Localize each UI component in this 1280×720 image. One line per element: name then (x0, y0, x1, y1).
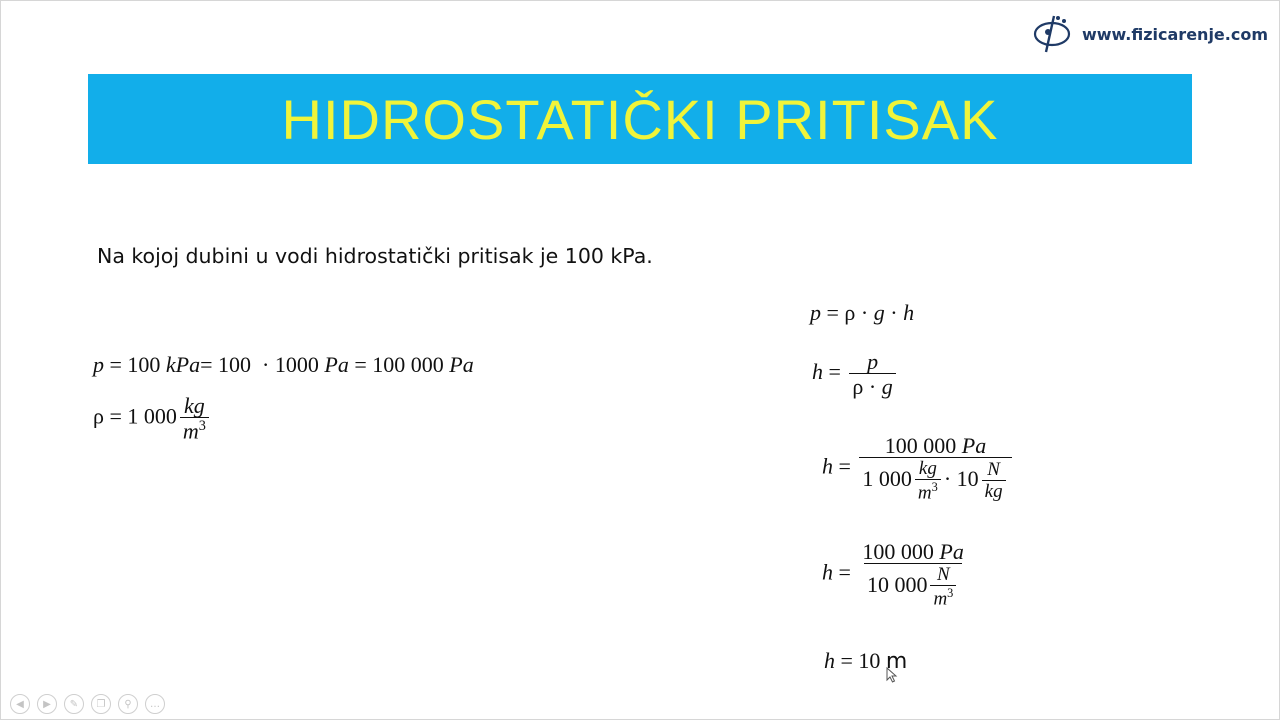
var-h: h (812, 359, 823, 385)
multiply-dot: · (890, 300, 898, 325)
fraction-numerator: p (867, 349, 879, 374)
exponent: 3 (931, 480, 938, 495)
fraction-numerator (859, 540, 966, 563)
equals-sign: = (826, 300, 839, 325)
var-rho: ρ (852, 374, 864, 400)
equals-sign: = (109, 403, 122, 429)
equals-sign: = (838, 559, 851, 585)
fraction-numerator: kg (918, 458, 937, 480)
value: 10 (956, 466, 979, 492)
value: 1 000 (862, 466, 912, 492)
page-title: HIDROSTATIČKI PRITISAK (281, 87, 999, 151)
fraction-numerator: N (987, 459, 1000, 481)
value: 100 000 (862, 539, 934, 564)
unit: Pa (961, 433, 987, 458)
fraction (859, 434, 1011, 503)
equals-sign: = (200, 352, 213, 377)
fraction-numerator (882, 434, 989, 457)
var-g: g (873, 300, 885, 325)
next-icon[interactable]: ▶ (37, 694, 57, 714)
var-h: h (822, 559, 833, 585)
fraction-numerator: kg (184, 393, 205, 418)
unit-fraction (180, 394, 209, 443)
mouse-cursor-icon (886, 667, 898, 683)
exponent: 3 (947, 586, 954, 601)
formula-depth (812, 350, 899, 398)
site-logo[interactable] (1032, 14, 1268, 54)
var-p: p (810, 300, 821, 325)
formula-simplified (822, 540, 970, 609)
unit: Pa (939, 539, 964, 564)
unit: m (885, 649, 908, 674)
given-density (93, 394, 212, 443)
title-banner (88, 74, 1192, 164)
var-p: p (93, 352, 104, 377)
fraction-denominator (849, 373, 895, 398)
fraction-numerator: N (937, 564, 950, 586)
fraction-denominator (864, 563, 962, 609)
exponent: 3 (198, 418, 206, 435)
fraction-denominator (915, 479, 941, 503)
equals-sign: = (109, 352, 122, 377)
zoom-icon[interactable]: ⚲ (118, 694, 138, 714)
unit-fraction (915, 459, 941, 503)
atom-pen-logo-icon (1032, 14, 1076, 54)
formula-pressure (810, 300, 914, 326)
equals-sign: = (828, 359, 841, 385)
slideshow-toolbar (10, 694, 165, 714)
given-pressure (93, 352, 474, 378)
equals-sign: = (838, 453, 851, 479)
formula-substitution (822, 434, 1015, 503)
var-rho: ρ (93, 403, 104, 429)
unit: m (182, 418, 199, 444)
more-icon[interactable]: … (145, 694, 165, 714)
fraction-denominator (859, 457, 1011, 503)
value: 100 (218, 352, 252, 377)
var-g: g (881, 374, 893, 400)
value: 100 000 (372, 352, 444, 377)
problem-statement: Na kojoj dubini u vodi hidrostatički pritisak je 100 kPa. (97, 244, 653, 268)
unit: Pa (449, 352, 474, 377)
fraction (859, 540, 966, 609)
site-url: www.fizicarenje.com (1081, 24, 1268, 44)
value: 10 000 (866, 572, 928, 598)
prev-icon[interactable]: ◀ (10, 694, 30, 714)
var-h: h (822, 453, 833, 479)
unit-fraction (982, 460, 1006, 502)
var-rho: ρ (844, 300, 856, 325)
unit: kPa (165, 352, 201, 377)
multiply-dot: · (868, 374, 877, 400)
unit: m (933, 588, 948, 610)
unit: m (917, 482, 932, 504)
value: 100 000 (884, 433, 957, 458)
pen-icon[interactable]: ✎ (64, 694, 84, 714)
fraction-denominator (930, 585, 956, 609)
equals-sign: = (354, 352, 367, 377)
multiply-dot: · (860, 300, 869, 325)
copy-icon[interactable]: ❐ (91, 694, 111, 714)
equals-sign: = (840, 648, 853, 673)
multiply-dot: · (943, 466, 952, 492)
unit-fraction (930, 565, 956, 609)
value: 1 000 (127, 403, 177, 429)
value: 100 (127, 352, 161, 377)
var-h: h (903, 300, 915, 325)
value: 10 (858, 648, 881, 673)
var-h: h (824, 648, 835, 673)
multiply-dot: · (262, 352, 270, 377)
value: 1000 (274, 352, 319, 377)
fraction-denominator (180, 417, 209, 442)
fraction (849, 350, 895, 398)
unit: Pa (324, 352, 349, 377)
fraction-denominator: kg (982, 480, 1006, 502)
